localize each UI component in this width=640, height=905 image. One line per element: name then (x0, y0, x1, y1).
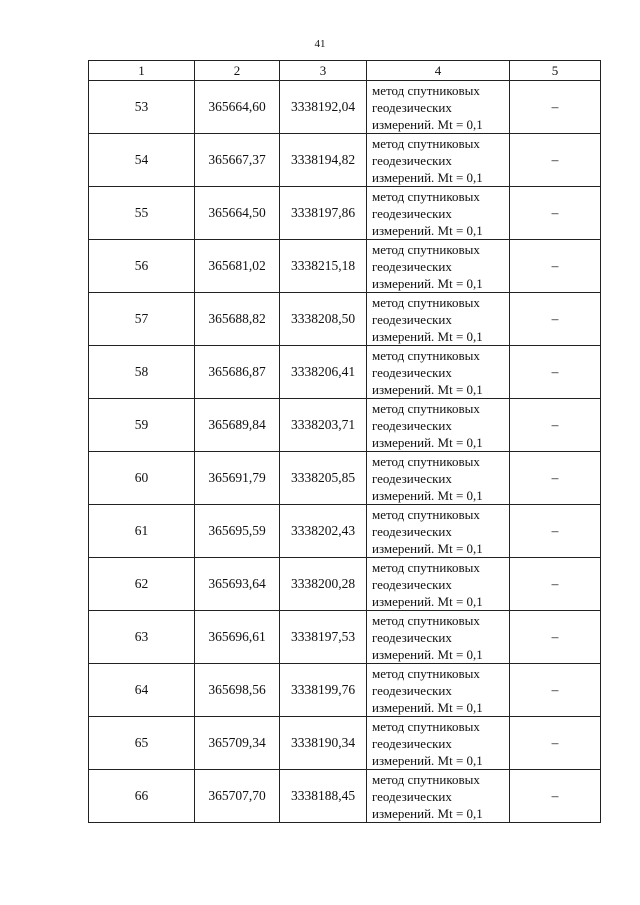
method-line: метод спутниковых (372, 241, 480, 257)
table-row (89, 452, 601, 505)
table-row (89, 187, 601, 240)
table-row (89, 293, 601, 346)
method-line: измерений. Mt = 0,1 (372, 381, 483, 397)
note-cell: – (510, 452, 601, 505)
note-cell: – (510, 293, 601, 346)
method-line: геодезических (372, 152, 452, 168)
header-col-4: 4 (367, 61, 510, 81)
y-coordinate-cell: 3338188,45 (280, 770, 367, 823)
header-col-5: 5 (510, 61, 601, 81)
y-coordinate-cell: 3338203,71 (280, 399, 367, 452)
table-row (89, 717, 601, 770)
note-cell: – (510, 611, 601, 664)
method-line: геодезических (372, 788, 452, 804)
x-coordinate-cell: 365664,50 (195, 187, 280, 240)
method-line: геодезических (372, 417, 452, 433)
x-coordinate-cell: 365707,70 (195, 770, 280, 823)
x-coordinate-cell: 365698,56 (195, 664, 280, 717)
table-row (89, 664, 601, 717)
table-row (89, 399, 601, 452)
method-line: измерений. Mt = 0,1 (372, 116, 483, 132)
point-number-cell: 58 (89, 346, 195, 399)
method-line: метод спутниковых (372, 718, 480, 734)
point-number-cell: 60 (89, 452, 195, 505)
point-number-cell: 66 (89, 770, 195, 823)
x-coordinate-cell: 365686,87 (195, 346, 280, 399)
x-coordinate-cell: 365696,61 (195, 611, 280, 664)
method-cell (367, 664, 510, 717)
method-line: геодезических (372, 470, 452, 486)
y-coordinate-cell: 3338199,76 (280, 664, 367, 717)
x-coordinate-cell: 365693,64 (195, 558, 280, 611)
header-col-1: 1 (89, 61, 195, 81)
method-line: геодезических (372, 629, 452, 645)
method-line: метод спутниковых (372, 506, 480, 522)
y-coordinate-cell: 3338190,34 (280, 717, 367, 770)
table-row (89, 558, 601, 611)
point-number-cell: 64 (89, 664, 195, 717)
method-cell (367, 187, 510, 240)
y-coordinate-cell: 3338197,53 (280, 611, 367, 664)
note-cell: – (510, 770, 601, 823)
method-line: измерений. Mt = 0,1 (372, 169, 483, 185)
method-line: измерений. Mt = 0,1 (372, 487, 483, 503)
point-number-cell: 61 (89, 505, 195, 558)
x-coordinate-cell: 365691,79 (195, 452, 280, 505)
method-line: геодезических (372, 364, 452, 380)
method-line: геодезических (372, 523, 452, 539)
x-coordinate-cell: 365695,59 (195, 505, 280, 558)
note-cell: – (510, 240, 601, 293)
table-header (89, 61, 601, 81)
method-line: измерений. Mt = 0,1 (372, 752, 483, 768)
table-row (89, 611, 601, 664)
point-number-cell: 56 (89, 240, 195, 293)
point-number-cell: 54 (89, 134, 195, 187)
method-cell (367, 134, 510, 187)
method-line: метод спутниковых (372, 188, 480, 204)
method-line: геодезических (372, 682, 452, 698)
table-row (89, 346, 601, 399)
method-line: измерений. Mt = 0,1 (372, 434, 483, 450)
x-coordinate-cell: 365689,84 (195, 399, 280, 452)
note-cell: – (510, 346, 601, 399)
method-cell (367, 611, 510, 664)
method-line: измерений. Mt = 0,1 (372, 593, 483, 609)
point-number-cell: 57 (89, 293, 195, 346)
method-line: метод спутниковых (372, 400, 480, 416)
note-cell: – (510, 505, 601, 558)
coordinates-table (88, 60, 601, 823)
table-row (89, 134, 601, 187)
page-number: 41 (314, 38, 326, 50)
point-number-cell: 55 (89, 187, 195, 240)
point-number-cell: 65 (89, 717, 195, 770)
x-coordinate-cell: 365709,34 (195, 717, 280, 770)
method-line: метод спутниковых (372, 612, 480, 628)
method-cell (367, 452, 510, 505)
y-coordinate-cell: 3338192,04 (280, 81, 367, 134)
method-line: геодезических (372, 99, 452, 115)
method-cell (367, 717, 510, 770)
note-cell: – (510, 717, 601, 770)
note-cell: – (510, 664, 601, 717)
table-row (89, 240, 601, 293)
x-coordinate-cell: 365664,60 (195, 81, 280, 134)
method-line: измерений. Mt = 0,1 (372, 699, 483, 715)
method-line: геодезических (372, 576, 452, 592)
table-row (89, 81, 601, 134)
table-row (89, 505, 601, 558)
header-row (89, 61, 601, 81)
x-coordinate-cell: 365667,37 (195, 134, 280, 187)
y-coordinate-cell: 3338205,85 (280, 452, 367, 505)
method-line: измерений. Mt = 0,1 (372, 222, 483, 238)
method-line: измерений. Mt = 0,1 (372, 805, 483, 821)
note-cell: – (510, 187, 601, 240)
method-cell (367, 293, 510, 346)
y-coordinate-cell: 3338206,41 (280, 346, 367, 399)
method-cell (367, 558, 510, 611)
method-line: метод спутниковых (372, 453, 480, 469)
note-cell: – (510, 399, 601, 452)
method-line: геодезических (372, 735, 452, 751)
method-line: геодезических (372, 311, 452, 327)
table-body (89, 81, 601, 823)
x-coordinate-cell: 365681,02 (195, 240, 280, 293)
method-line: метод спутниковых (372, 82, 480, 98)
point-number-cell: 53 (89, 81, 195, 134)
method-line: метод спутниковых (372, 665, 480, 681)
note-cell: – (510, 134, 601, 187)
method-line: метод спутниковых (372, 294, 480, 310)
note-cell: – (510, 558, 601, 611)
table-row (89, 770, 601, 823)
method-cell (367, 346, 510, 399)
header-col-2: 2 (195, 61, 280, 81)
header-col-3: 3 (280, 61, 367, 81)
method-line: метод спутниковых (372, 347, 480, 363)
method-line: измерений. Mt = 0,1 (372, 646, 483, 662)
y-coordinate-cell: 3338215,18 (280, 240, 367, 293)
y-coordinate-cell: 3338208,50 (280, 293, 367, 346)
method-line: измерений. Mt = 0,1 (372, 275, 483, 291)
x-coordinate-cell: 365688,82 (195, 293, 280, 346)
note-cell: – (510, 81, 601, 134)
point-number-cell: 62 (89, 558, 195, 611)
method-line: геодезических (372, 205, 452, 221)
method-cell (367, 399, 510, 452)
method-cell (367, 240, 510, 293)
method-line: измерений. Mt = 0,1 (372, 540, 483, 556)
method-line: измерений. Mt = 0,1 (372, 328, 483, 344)
y-coordinate-cell: 3338197,86 (280, 187, 367, 240)
method-line: метод спутниковых (372, 771, 480, 787)
method-cell (367, 770, 510, 823)
method-cell (367, 505, 510, 558)
method-line: метод спутниковых (372, 559, 480, 575)
y-coordinate-cell: 3338200,28 (280, 558, 367, 611)
point-number-cell: 59 (89, 399, 195, 452)
y-coordinate-cell: 3338202,43 (280, 505, 367, 558)
y-coordinate-cell: 3338194,82 (280, 134, 367, 187)
point-number-cell: 63 (89, 611, 195, 664)
method-cell (367, 81, 510, 134)
method-line: метод спутниковых (372, 135, 480, 151)
method-line: геодезических (372, 258, 452, 274)
